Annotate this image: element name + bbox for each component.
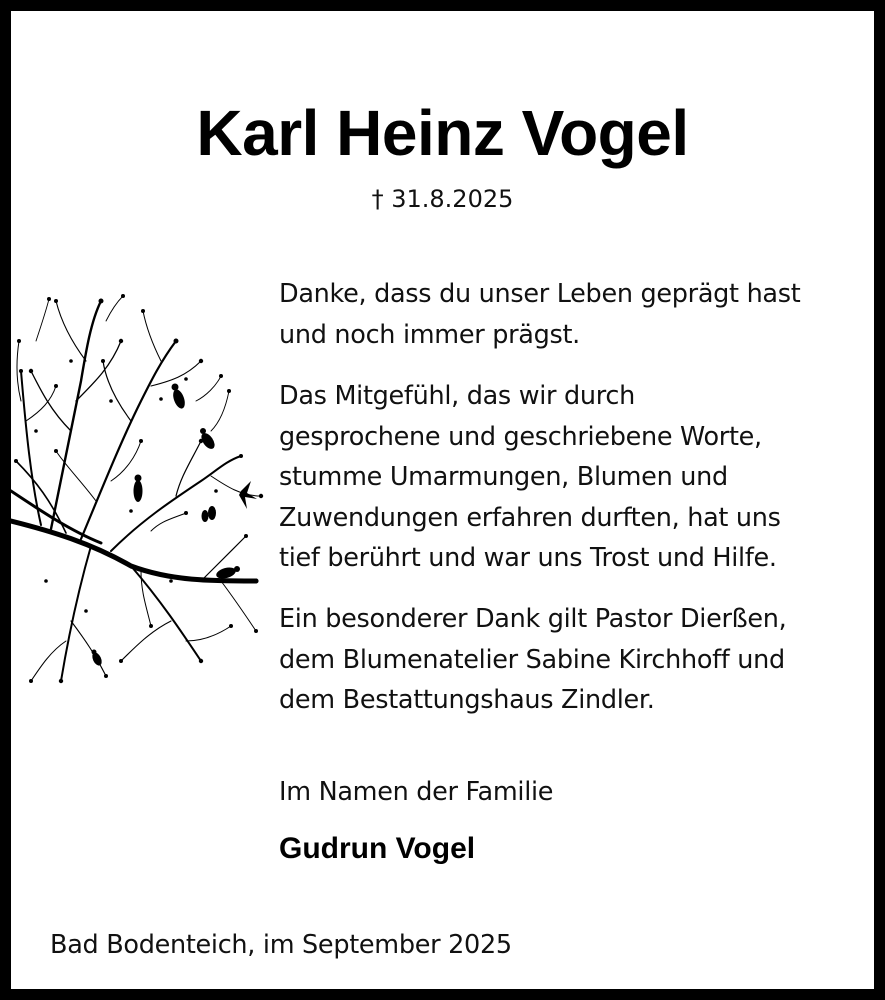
death-date: † 31.8.2025 [371, 185, 514, 213]
tree-with-birds-illustration [11, 281, 271, 701]
closing-line: Im Namen der Familie [279, 777, 554, 807]
gratitude-paragraph-3: Ein besonderer Dank gilt Pastor Dierßen, dem Blumenatelier Sabine Kirchhoff und dem Bestattungshaus Zindler. [279, 604, 787, 715]
gratitude-paragraph-1: Danke, dass du unser Leben geprägt hast und noch immer prägst. [279, 279, 801, 350]
signer-name: Gudrun Vogel [279, 832, 476, 865]
place-and-date: Bad Bodenteich, im September 2025 [50, 930, 512, 960]
gratitude-paragraph-2: Das Mitgefühl, das wir durch gesprochene und geschriebene Worte, stumme Umarmungen, Blumen und Zuwendungen erfahren durften, hat uns tief berührt und war uns Trost und Hilfe. [279, 381, 781, 573]
deceased-name: Karl Heinz Vogel [196, 97, 689, 169]
